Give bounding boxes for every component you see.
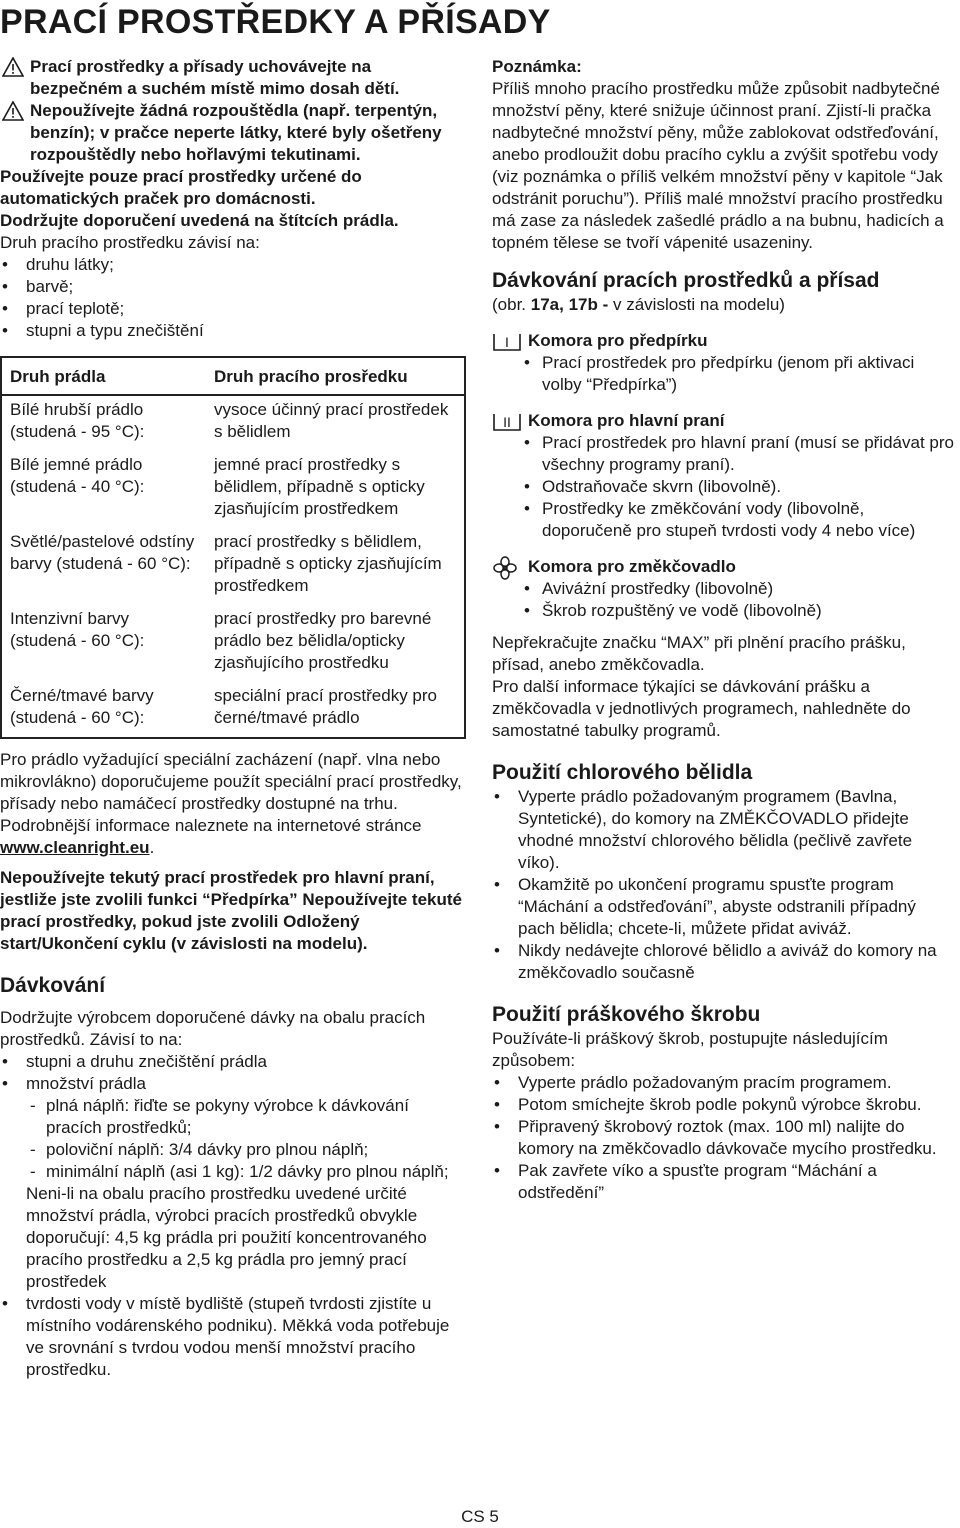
list-item: • Prostředky ke změkčování vody (libovolně, doporučeně pro stupeň tvrdosti vody 4 nebo více) <box>492 498 954 542</box>
list-item: • Vyperte prádlo požadovaným pracím programem. <box>492 1072 954 1094</box>
list-item: • Nikdy nedávejte chlorové bělidlo a aviváž do komory na změkčovadlo současně <box>492 940 954 984</box>
list-item: • Vyperte prádlo požadovaným programem (Bavlna, Syntetické), do komory na ZMĚKČOVADLO přidejte vhodné množství chlorového bělidla (pečlivě zavřete víko). <box>492 786 954 874</box>
compartment-ii-icon <box>492 410 522 434</box>
list-item: • barvě; <box>0 276 468 298</box>
chlorine-heading: Použití chlorového bělidla <box>492 761 753 784</box>
dosing-note: Neni-li na obalu pracího prostředku uvedené určité množství prádla, výrobci pracích prostředků obvykle doporučují: 4,5 kg prádla pri použití koncentrovaného pracího prostředku a 2,5 kg prádla pro jemný prací prostředek <box>26 1184 427 1291</box>
softener-items <box>492 578 954 622</box>
table-cell: Bílé hrubší prádlo (studená - 95 °C): <box>10 400 145 441</box>
load-list <box>0 1095 468 1183</box>
list-item: • Připravený škrobový roztok (max. 100 ml) nalijte do komory na změkčovadlo dávkovače mycího prostředku. <box>492 1116 954 1160</box>
list-item: - poloviční náplň: 3/4 dávky pro plnou náplň; <box>26 1139 468 1161</box>
list-item: • Okamžitě po ukončení programu spusťte program “Máchání a odstřeďování”, abyste odstranili případný pach bělidla; chcete-li, můžete přidat aviváž. <box>492 874 954 940</box>
table-cell: Bílé jemné prádlo (studená - 40 °C): <box>10 455 145 496</box>
detergent-table <box>0 356 466 739</box>
liquid-detergent-warning: Nepoužívejte tekutý prací prostředek pro hlavní praní, jestliže jste zvolili funkci “Předpírka” Nepoužívejte tekuté prací prostředky, pokud jste zvolili Odložený start/Ukončení cyklu (v závislosti na modelu). <box>0 868 462 953</box>
list-item: • Škrob rozpuštěný ve vodě (libovolně) <box>492 600 954 622</box>
list-item: • Aviváżní prostředky (libovolně) <box>492 578 954 600</box>
list-item: • tvrdosti vody v místě bydliště (stupeň tvrdosti zjistíte u místního vodárenského podniku). Měkká voda potřebuje ve srovnání s tvrdou vodou menší množství pracího prostředku. <box>0 1293 468 1381</box>
compartment-i-icon <box>492 330 522 354</box>
warning-solvents: Nepoužívejte žádná rozpouštědla (např. terpentýn, benzín); v pračce neperte látky, které byly ošetřeny rozpouštědly nebo hořlavými tekutinami. <box>0 100 468 166</box>
table-row <box>1 451 465 528</box>
list-item: • Odstraňovače skvrn (libovolně). <box>492 476 954 498</box>
table-cell: Světlé/pastelové odstíny barvy (studená - 60 °C): <box>10 532 195 573</box>
max-warning: Nepřekračujte značku “MAX” při plnění pracího prášku, přísad, anebo změkčovadla. <box>492 633 906 674</box>
list-item: - minimální náplň (asi 1 kg): 1/2 dávky pro plnou náplň; <box>26 1161 468 1183</box>
dispensing-reference: (obr. 17a, 17b - v závislosti na modelu) <box>492 295 785 314</box>
depends-intro: Druh pracího prostředku závisí na: <box>0 233 260 252</box>
table-cell: speciální prací prostředky pro černé/tmavé prádlo <box>214 686 437 727</box>
softener-compartment <box>492 556 954 578</box>
table-row <box>1 528 465 605</box>
warning-triangle-icon <box>2 57 24 77</box>
mainwash-items <box>492 432 954 542</box>
table-row <box>1 682 465 738</box>
list-item: • Prací prostředek pro hlavní praní (musí se přidávat pro všechny programy praní). <box>492 432 954 476</box>
list-item: • druhu látky; <box>0 254 468 276</box>
table-cell: jemné prací prostředky s bělidlem, případně s opticky zjasňujícím prostředkem <box>214 455 425 518</box>
starch-heading: Použití práškového škrobu <box>492 1003 761 1026</box>
table-header-row <box>1 357 465 395</box>
label-note: Dodržujte doporučení uvedená na štítcích prádla. <box>0 211 399 230</box>
page-number: CS 5 <box>461 1507 499 1526</box>
list-item: • Pak zavřete víko a spusťte program “Máchání a odstředění” <box>492 1160 954 1204</box>
dosing-list <box>0 1051 468 1095</box>
list-item: • stupni a typu znečištění <box>0 320 468 342</box>
list-item: • stupni a druhu znečištění prádla <box>0 1051 468 1073</box>
website-link[interactable]: www.cleanright.eu <box>0 838 150 857</box>
table-row <box>1 605 465 682</box>
prewash-items <box>492 352 954 396</box>
table-cell: Intenzivní barvy (studená - 60 °C): <box>10 609 145 650</box>
warning-storage: Prací prostředky a přísady uchovávejte na bezpečném a suchém místě mimo dosah dětí. <box>0 56 468 100</box>
starch-intro: Používáte-li práškový škrob, postupujte následujícím způsobem: <box>492 1029 888 1070</box>
more-info: Pro další informace týkajíci se dávkování prášku a změkčovadla v jednotlivých programech, nahledněte do samostatné tabulky programů. <box>492 677 911 740</box>
depends-list <box>0 254 468 342</box>
dispensing-heading: Dávkování pracích prostředků a přísad <box>492 269 880 292</box>
flower-softener-icon <box>492 556 522 580</box>
list-item: • prací teplotě; <box>0 298 468 320</box>
starch-list <box>492 1072 954 1204</box>
page-title: PRACÍ PROSTŘEDKY A PŘÍSADY <box>0 3 551 41</box>
table-header: Druh prádla <box>1 357 206 395</box>
compartment-title: Komora pro změkčovadlo <box>528 557 736 576</box>
table-cell: prací prostředky pro barevné prádlo bez bělidla/opticky zjasňujícího prostředku <box>214 609 432 672</box>
compartment-title: Komora pro hlavní praní <box>528 411 725 430</box>
list-item: • Prací prostředek pro předpírku (jenom při aktivaci volby “Předpírka”) <box>492 352 954 396</box>
note-label: Poznámka: <box>492 57 582 76</box>
prewash-compartment <box>492 330 954 352</box>
compartment-title: Komora pro předpírku <box>528 331 708 350</box>
table-cell: vysoce účinný prací prostředek s bělidlem <box>214 400 449 441</box>
dosing-list-hardness <box>0 1293 468 1381</box>
dosing-intro: Dodržujte výrobcem doporučené dávky na obalu pracích prostředků. Závisí to na: <box>0 1008 426 1049</box>
table-header: Druh pracího prosředku <box>206 357 465 395</box>
chlorine-list <box>492 786 954 984</box>
list-item: - plná náplň: řiďte se pokyny výrobce k dávkování pracích prostředků; <box>26 1095 468 1139</box>
list-item: • množství prádla <box>0 1073 468 1095</box>
right-column <box>492 56 954 1204</box>
mainwash-compartment <box>492 410 954 432</box>
table-cell: Černé/tmavé barvy (studená - 60 °C): <box>10 686 154 727</box>
special-care-text: Pro prádlo vyžadující speciální zacházení (např. vlna nebo mikrovlákno) doporučujeme použít speciální prací prostředky, přísady nebo namáčecí prostředky dostupné na trhu. <box>0 750 462 813</box>
svg-text:I: I <box>505 334 509 350</box>
left-column <box>0 56 468 1381</box>
web-info: Podrobnější informace naleznete na internetové stránce www.cleanright.eu. <box>0 816 422 857</box>
table-row <box>1 395 465 451</box>
table-cell: prací prostředky s bělidlem, případně s opticky zjasňujícím prostředkem <box>214 532 442 595</box>
warning-triangle-icon <box>2 101 24 121</box>
dosing-heading: Dávkování <box>0 974 106 997</box>
note-text: Příliš mnoho pracího prostředku může způsobit nadbytečné množství pěny, které snižuje účinnost praní. Zjistí-li pračka nadbytečné množství pěny, může zablokovat odstřeďování, anebo prodloužit dobu pracího cyklu a zvýšit spotřebu vody (viz poznámka o příliš velkém množství pěny v kapitole “Jak odstránit poruchu”). Příliš malé množství pracího prostředku má zase za následek zašedlé prádlo a na bubnu, hadicích a topném tělese se tvoří vápenité usazeniny. <box>492 79 944 252</box>
svg-text:II: II <box>503 414 511 430</box>
list-item: • Potom smíchejte škrob podle pokynů výrobce škrobu. <box>492 1094 954 1116</box>
detergent-note: Používejte pouze prací prostředky určené do automatických praček pro domácnosti. <box>0 167 362 208</box>
